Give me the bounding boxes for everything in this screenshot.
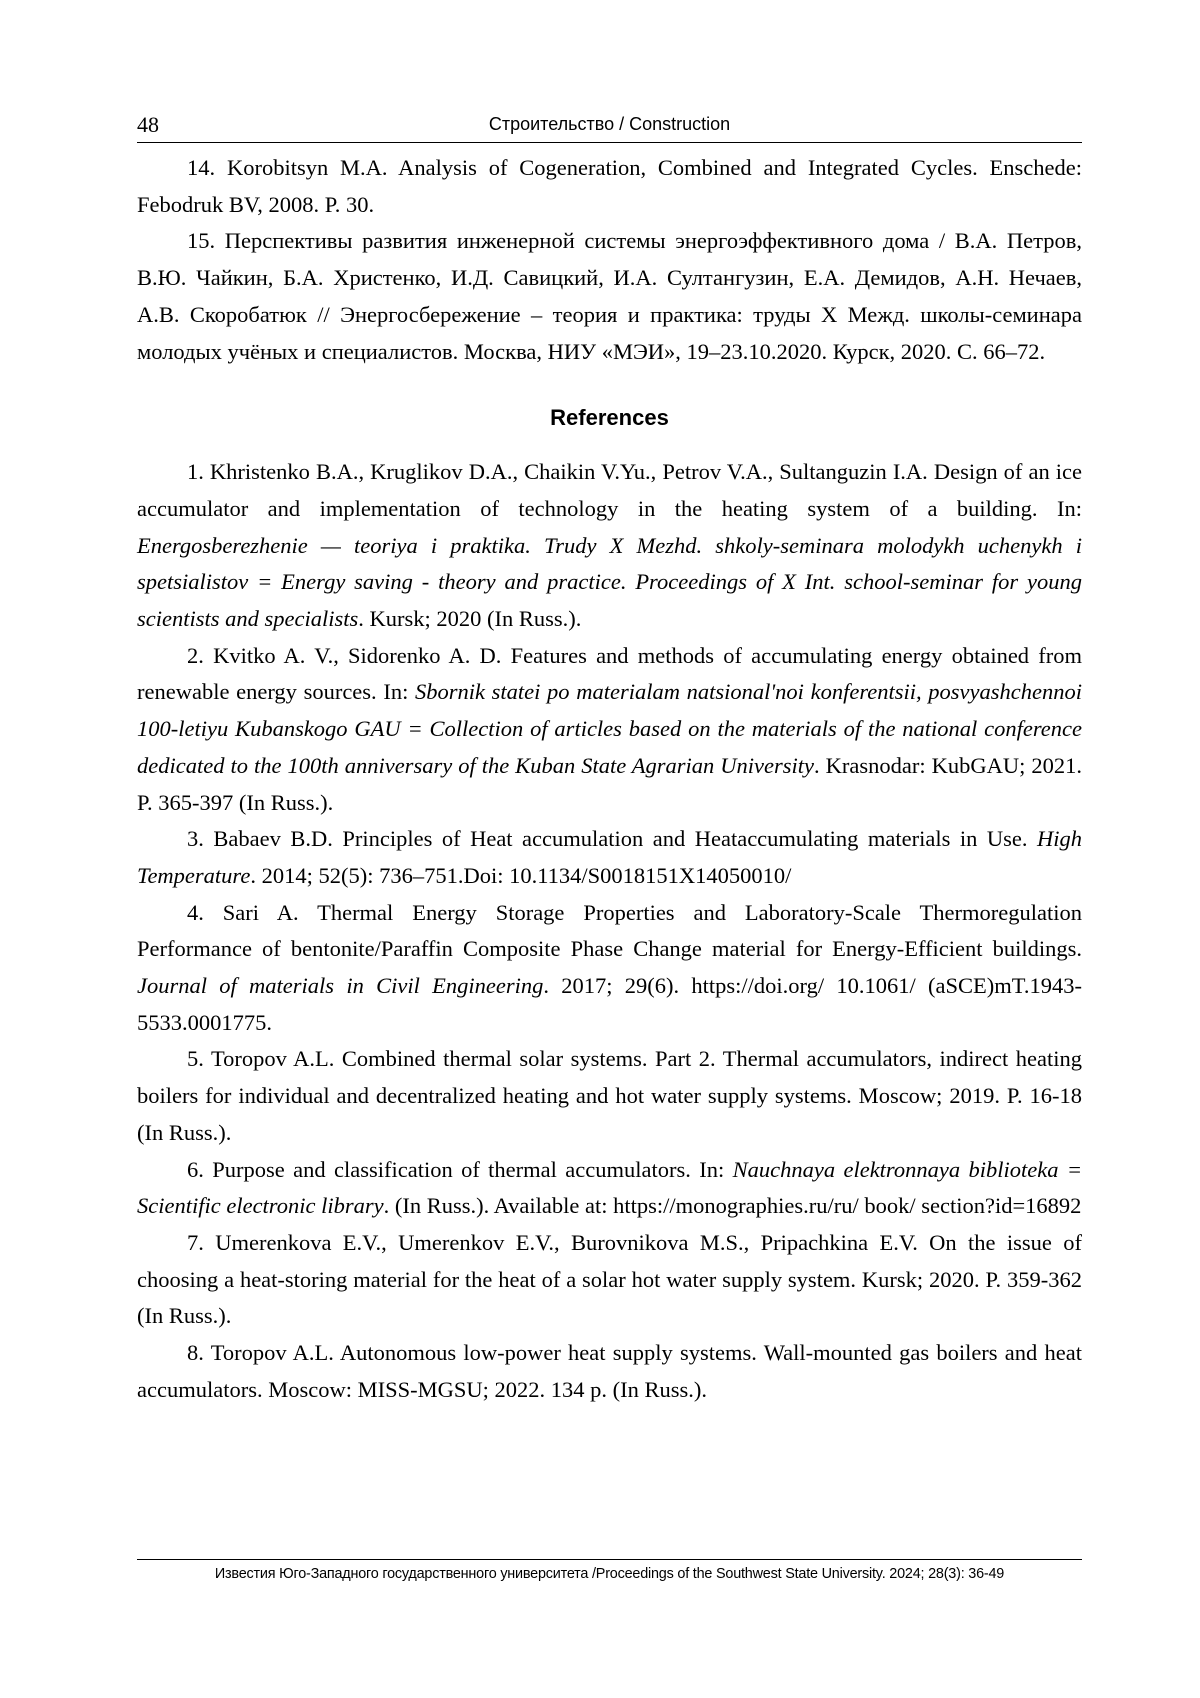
reference-ru-14: 14. Korobitsyn M.A. Analysis of Cogeneration, Combined and Integrated Cycles. Enschede: Febodruk BV, 2008. P. 30. [137, 155, 1082, 217]
reference-2-pre: 2. Kvitko A. V., Sidorenko A. D. Features and methods of accumulating energy obtained from renewable energy sources. In: [137, 642, 1082, 705]
page-header [137, 112, 1082, 143]
reference-3-source: High Temperature [137, 826, 1082, 888]
page-number: 48 [137, 112, 159, 137]
reference-2 [137, 638, 1082, 822]
reference-6-pre: 6. Purpose and classification of thermal accumulators. In: [187, 1156, 733, 1182]
reference-2-post: . Krasnodar: KubGAU; 2021. P. 365-397 (In Russ.). [137, 752, 1082, 815]
references-heading: References [550, 405, 669, 431]
reference-6-source: Nauchnaya elektronnaya biblioteka = Scientific electronic library [137, 1156, 1082, 1219]
reference-7-pre: 7. Umerenkova E.V., Umerenkov E.V., Burovnikova M.S., Pripachkina E.V. On the issue of choosing a heat-storing material for the heat of a solar hot water supply system. Kursk; 2020. P. 359-362 (In Russ.). [137, 1229, 1082, 1329]
reference-3-post: . 2014; 52(5): 736–751.Doi: 10.1134/S0018151X14050010/ [250, 862, 792, 888]
reference-4-source: Journal of materials in Civil Engineering [137, 973, 544, 999]
reference-6-post: . (In Russ.). Available at: https://monographies.ru/ru/ book/ section?id=16892 [383, 1193, 1082, 1219]
reference-8 [137, 1335, 1082, 1408]
reference-4-post: . 2017; 29(6). https://doi.org/ 10.1061/ (aSCE)mT.1943-5533.0001775. [137, 973, 1082, 1035]
reference-4 [137, 895, 1082, 1042]
page-footer: Известия Юго-Западного государственного университета /Proceedings of the Southwest State University. 2024; 28(3): 36-49 [137, 1559, 1082, 1582]
reference-5-pre: 5. Toropov A.L. Combined thermal solar systems. Part 2. Thermal accumulators, indirect heating boilers for individual and decentralized heating and hot water supply systems. Moscow; 2019. P. 16-18 (In Russ.). [137, 1046, 1082, 1145]
reference-1-pre: 1. Khristenko B.A., Kruglikov D.A., Chaikin V.Yu., Petrov V.A., Sultanguzin I.A. Design of an ice accumulator and implementation of technology in the heating system of a building. In: [137, 459, 1082, 521]
page-body [137, 150, 1082, 1409]
reference-7 [137, 1225, 1082, 1335]
reference-2-source: Sbornik statei po materialam natsional'noi konferentsii, posvyashchennoi 100-letiyu Kubanskogo GAU = Collection of articles based on the materials of the national conference dedicated to the 100th anniversary of the Kuban State Agrarian University [137, 679, 1082, 778]
reference-1-post: . Kursk; 2020 (In Russ.). [358, 606, 582, 632]
reference-5 [137, 1041, 1082, 1151]
reference-3-pre: 3. Babaev B.D. Principles of Heat accumulation and Heataccumulating materials in Use. [187, 826, 1037, 852]
reference-8-pre: 8. Toropov A.L. Autonomous low-power heat supply systems. Wall-mounted gas boilers and heat accumulators. Moscow: MISS-MGSU; 2022. 134 p. (In Russ.). [137, 1340, 1082, 1402]
reference-1 [137, 454, 1082, 638]
reference-6 [137, 1152, 1082, 1225]
reference-3 [137, 821, 1082, 894]
running-head: Строительство / Construction [488, 114, 731, 134]
reference-ru-15: 15. Перспективы развития инженерной системы энергоэффективного дома / В.А. Петров, В.Ю. Чайкин, Б.А. Христенко, И.Д. Савицкий, И.А. Султангузин, Е.А. Демидов, А.Н. Нечаев, А.В. Скоробатюк // Энергосбережение – теория и практика: труды X Межд. школы-семинара молодых учёных и специалистов. Москва, НИУ «МЭИ», 19–23.10.2020. Курск, 2020. С. 66–72. [137, 228, 1082, 364]
reference-1-source: Energosberezhenie — teoriya i praktika. Trudy X Mezhd. shkoly-seminara molodykh uchenykh i spetsialistov = Energy saving - theory and practice. Proceedings of X Int. school-seminar for young scientists and specialists [137, 532, 1082, 632]
reference-4-pre: 4. Sari A. Thermal Energy Storage Properties and Laboratory-Scale Thermoregulation Performance of bentonite/Paraffin Composite Phase Change material for Energy-Efficient buildings. [137, 899, 1082, 962]
